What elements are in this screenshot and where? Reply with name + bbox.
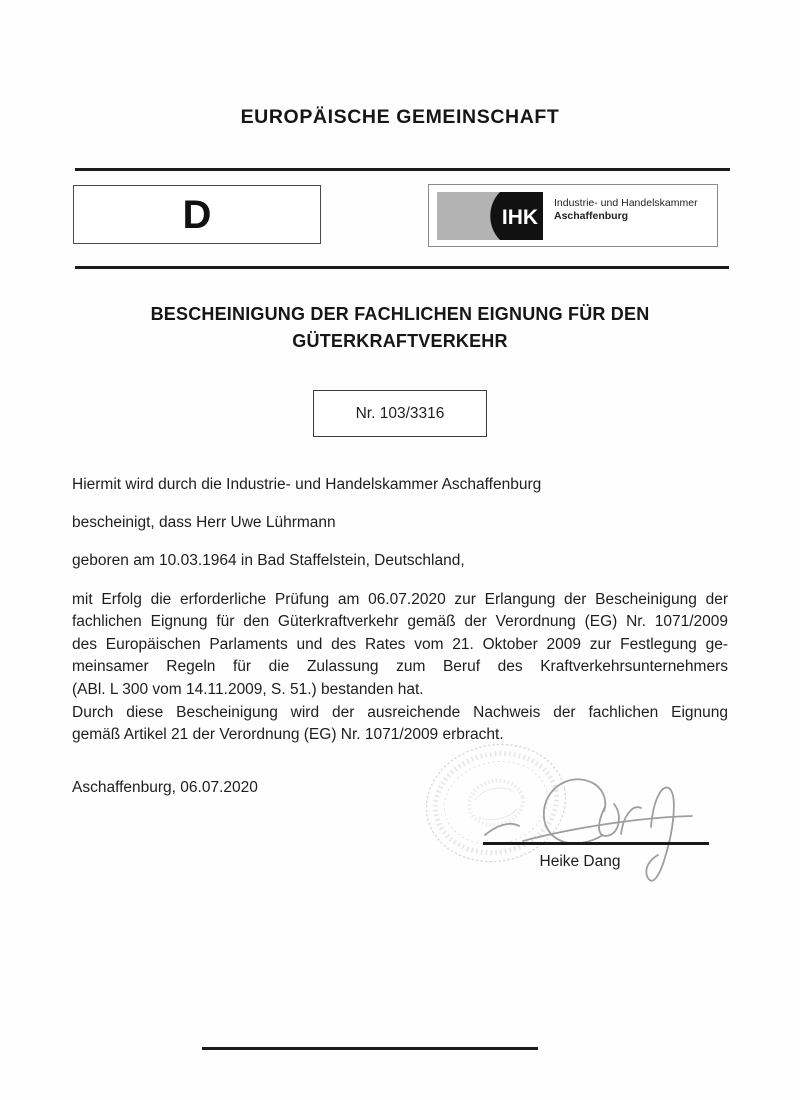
- certificate-number-box: [313, 390, 487, 437]
- country-code: D: [182, 192, 212, 237]
- proof-paragraph: [72, 702, 728, 747]
- exam-paragraph: [72, 589, 728, 701]
- signature-line: [483, 842, 709, 845]
- place-and-date: Aschaffenburg, 06.07.2020: [72, 779, 258, 796]
- proof-paragraph-line: Durch diese Bescheinigung wird der ausreichende Nachweis der fachlichen Eignung: [72, 704, 728, 721]
- divider-middle: [75, 266, 729, 269]
- exam-paragraph-line: meinsamer Regeln für die Zulassung zum Beruf des Kraftverkehrsunternehmers: [72, 658, 728, 676]
- certificate-heading: [0, 301, 800, 355]
- proof-paragraph-line: gemäß Artikel 21 der Verordnung (EG) Nr. 1071/2009 erbracht.: [72, 726, 504, 744]
- ihk-org-text: [554, 197, 698, 223]
- certificate-number: Nr. 103/3316: [355, 404, 445, 422]
- signature-scribble: [455, 755, 720, 900]
- exam-paragraph-line: mit Erfolg die erforderliche Prüfung am 06.07.2020 zur Erlangung der Bescheinigung der: [72, 591, 728, 608]
- exam-paragraph-line: des Europäischen Parlaments und des Rates vom 21. Oktober 2009 zur Festlegung ge-: [72, 635, 728, 653]
- intro-line-holder: bescheinigt, dass Herr Uwe Lührmann: [72, 514, 336, 531]
- certificate-heading-line1: BESCHEINIGUNG DER FACHLICHEN EIGNUNG FÜR DEN: [150, 304, 650, 324]
- signer-name: Heike Dang: [539, 853, 621, 870]
- ihk-abbr: IHK: [501, 206, 539, 229]
- divider-bottom: [202, 1047, 538, 1050]
- divider-top: [75, 168, 730, 171]
- intro-line-birth: geboren am 10.03.1964 in Bad Staffelstein, Deutschland,: [72, 552, 465, 569]
- exam-paragraph-line: (ABl. L 300 vom 14.11.2009, S. 51.) bestanden hat.: [72, 680, 424, 698]
- exam-paragraph-line: fachlichen Eignung für den Güterkraftverkehr gemäß der Verordnung (EG) Nr. 1071/2009: [72, 613, 728, 631]
- ihk-logo-icon: [437, 192, 543, 240]
- ihk-logo-box: [428, 184, 718, 247]
- ihk-org-city: Aschaffenburg: [554, 210, 629, 222]
- ihk-org-name: Industrie- und Handelskammer: [554, 197, 698, 209]
- certificate-heading-line2: GÜTERKRAFTVERKEHR: [292, 331, 508, 351]
- page-title: EUROPÄISCHE GEMEINSCHAFT: [240, 106, 560, 128]
- intro-line-issuer: Hiermit wird durch die Industrie- und Handelskammer Aschaffenburg: [72, 476, 542, 493]
- country-code-box: [73, 185, 321, 244]
